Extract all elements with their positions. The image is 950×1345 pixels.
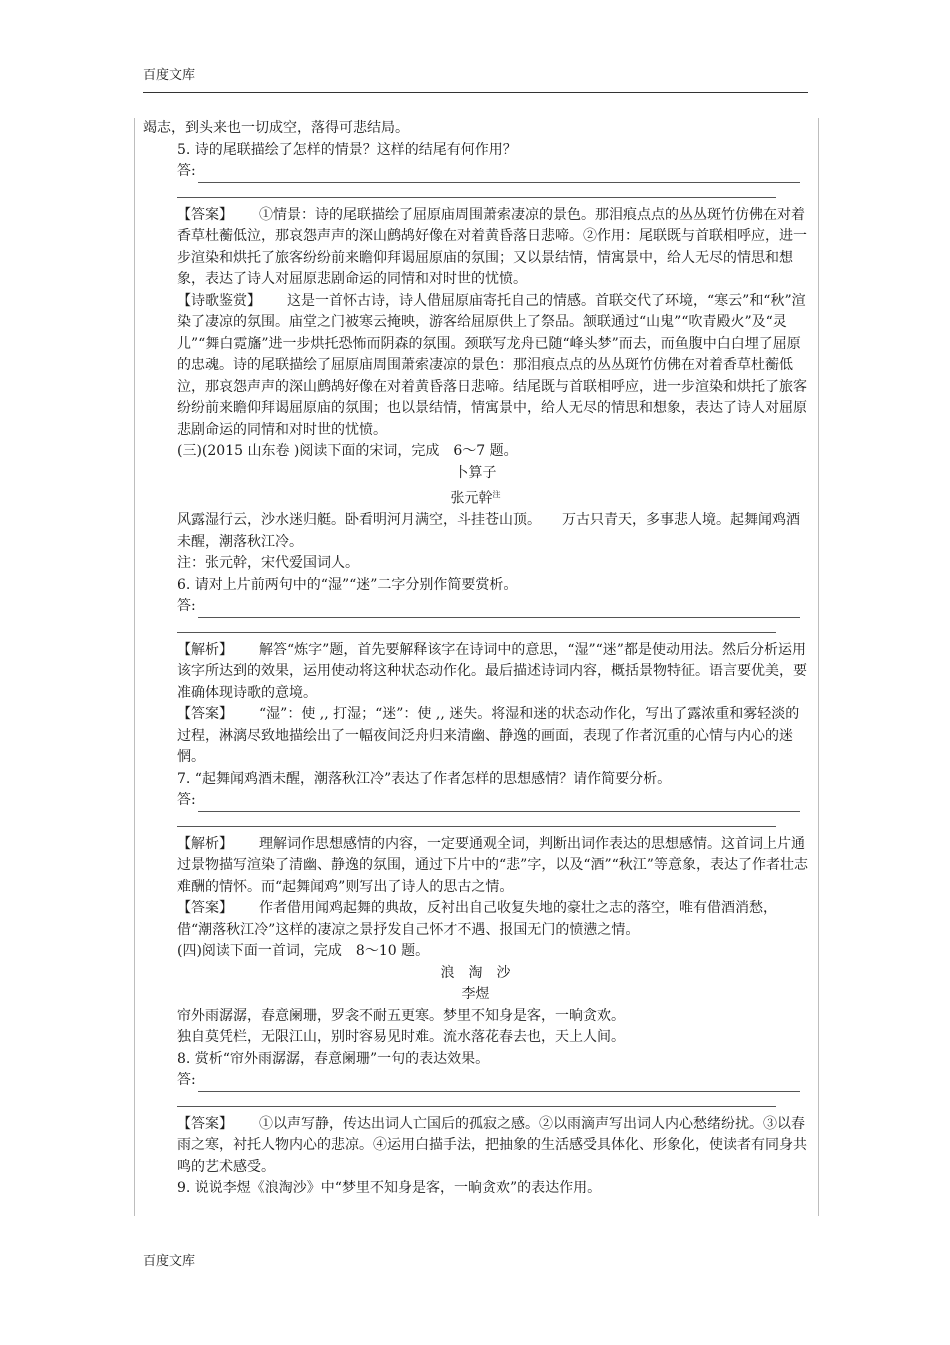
poem-2-title: 浪 淘 沙 — [440, 964, 511, 981]
page-header — [143, 68, 808, 93]
answer-label: 答: — [177, 1072, 196, 1089]
question-5: 5. 诗的尾联描绘了怎样的情景？这样的结尾有何作用？ — [177, 141, 517, 158]
answer-label: 答: — [177, 598, 196, 615]
answer-8 — [143, 1114, 808, 1179]
poem-2-line-2: 独自莫凭栏，无限江山，别时容易见时难。流水落花春去也，天上人间。 — [177, 1029, 625, 1046]
poem-2-author: 李煜 — [461, 986, 490, 1003]
analysis-tag: 【解析】 — [177, 835, 233, 852]
paragraph-continued: 竭志，到头来也一切成空，落得可悲结局。 — [143, 120, 409, 136]
right-margin-line — [818, 118, 819, 1216]
answer-tag: 【答案】 — [177, 206, 233, 223]
answer-6 — [143, 704, 808, 769]
question-6: 6. 请对上片前两句中的“湿”“迷”二字分别作简要赏析。 — [177, 576, 518, 593]
appreciation-tag: 【诗歌鉴赏】 — [177, 292, 261, 309]
answer-blank[interactable] — [198, 1077, 800, 1092]
answer-7 — [143, 898, 808, 941]
answer-label: 答: — [177, 163, 196, 179]
section-4-heading: (四)阅读下面一首词，完成 8～10 题。 — [177, 943, 430, 960]
answer-tag: 【答案】 — [177, 900, 233, 917]
page-footer — [143, 1250, 195, 1269]
answer-5 — [143, 205, 808, 291]
answer-tag: 【答案】 — [177, 706, 233, 723]
analysis-6 — [143, 640, 808, 705]
footer-title: 百度文库 — [143, 1254, 196, 1269]
poem-1-body: 风露湿行云，沙水迷归艇。卧看明河月满空，斗挂苍山顶。 万古只青天，多事悲人境。起舞闻鸡酒未醒，潮落秋江冷。 — [177, 512, 800, 550]
answer-blank[interactable] — [198, 797, 800, 812]
answer-line — [143, 596, 808, 618]
poem-1-author: 张元幹 — [450, 490, 493, 507]
poem-1-note-mark: 注 — [492, 490, 501, 499]
poem-appreciation — [143, 291, 808, 442]
appreciation-text: 这是一首怀古诗，诗人借屈原庙寄托自己的情感。首联交代了环境，“寒云”和“秋”渲染了凄凉的氛围。庙堂之门被寒云掩映，游客给屈原供上了祭品。颔联通过“山鬼”“吹青殿火”及“灵儿”“舞白霓旛”进一步烘托恐怖而阴森的氛围。颈联写龙舟已随“峰头梦”而去，而鱼腹中白白埋了屈原的忠魂。诗的尾联描绘了屈原庙周围萧索凄凉的景色：那泪痕点点的丛丛斑竹仿佛在对着香草杜蘅低泣，那哀怨声声的深山鹧鸪好像在对着黄昏落日悲啼。结尾既与首联相呼应，进一步渲染和烘托了旅客纷纷前来瞻仰拜谒屈原庙的氛围；也以景结情，情寓景中，给人无尽的情思和想象，表达了诗人对屈原悲剧命运的同情和对时世的忧愤。 — [177, 292, 807, 438]
answer-blank-2[interactable] — [177, 812, 776, 827]
question-9: 9. 说说李煜《浪淘沙》中“梦里不知身是客，一晌贪欢”的表达作用。 — [177, 1180, 602, 1197]
answer-blank-2[interactable] — [177, 1092, 776, 1107]
poem-1-title: 卜算子 — [454, 464, 497, 481]
answer-6-text: “湿”：使 ,, 打湿；“迷”：使 ,, 迷失。将湿和迷的状态动作化，写出了露浓重和雾轻淡的过程，淋漓尽致地描绘出了一幅夜间泛舟归来清幽、静逸的画面，表现了作者沉重的心情与内心的迷惘。 — [177, 706, 800, 766]
answer-line — [143, 1070, 808, 1092]
header-title: 百度文库 — [143, 68, 196, 83]
poem-1-note: 注：张元幹，宋代爱国词人。 — [177, 555, 359, 572]
answer-blank-2[interactable] — [177, 183, 776, 198]
document-body — [143, 118, 808, 1200]
answer-5-text: ①情景：诗的尾联描绘了屈原庙周围萧索凄凉的景色。那泪痕点点的丛丛斑竹仿佛在对着香草杜蘅低泣，那哀怨声声的深山鹧鸪好像在对着黄昏落日悲啼。②作用：尾联既与首联相呼应，进一步渲染和烘托了旅客纷纷前来瞻仰拜谒屈原庙的氛围；又以景结情，情寓景中，给人无尽的情思和想象，表达了诗人对屈原悲剧命运的同情和对时世的忧愤。 — [177, 206, 807, 287]
question-8: 8. 赏析“帘外雨潺潺，春意阑珊”一句的表达效果。 — [177, 1050, 490, 1067]
answer-blank[interactable] — [198, 168, 800, 183]
answer-tag: 【答案】 — [177, 1115, 233, 1132]
answer-8-text: ①以声写静，传达出词人亡国后的孤寂之感。②以雨滴声写出词人内心愁绪纷扰。③以春雨之寒，衬托人物内心的悲凉。④运用白描手法，把抽象的生活感受具体化、形象化，使读者有同身共鸣的艺术感受。 — [177, 1115, 807, 1175]
question-7: 7. “起舞闻鸡酒未醒，潮落秋江冷”表达了作者怎样的思想感情？请作简要分析。 — [177, 770, 672, 787]
poem-2-line-1: 帘外雨潺潺，春意阑珊，罗衾不耐五更寒。梦里不知身是客，一晌贪欢。 — [177, 1007, 625, 1024]
poem-1-author-line — [143, 484, 808, 510]
answer-line — [143, 790, 808, 812]
answer-line — [143, 161, 808, 183]
answer-label: 答: — [177, 792, 196, 809]
answer-7-text: 作者借用闻鸡起舞的典故，反衬出自己收复失地的豪壮之志的落空，唯有借酒消愁，借“潮落秋江冷”这样的凄凉之景抒发自己怀才不遇、报国无门的愤懑之情。 — [177, 900, 777, 938]
answer-blank-2[interactable] — [177, 618, 776, 633]
analysis-tag: 【解析】 — [177, 641, 233, 658]
analysis-7 — [143, 834, 808, 899]
analysis-6-text: 解答“炼字”题，首先要解释该字在诗词中的意思，“湿”“迷”都是使动用法。然后分析运用该字所达到的效果，运用使动将这种状态动作化。最后描述诗词内容，概括景物特征。语言要优美，要准确体现诗歌的意境。 — [177, 641, 807, 701]
analysis-7-text: 理解词作思想感情的内容，一定要通观全词，判断出词作表达的思想感情。这首词上片通过景物描写渲染了清幽、静逸的氛围，通过下片中的“悲”字，以及“酒”“秋江”等意象，表达了作者壮志难酬的情怀。而“起舞闻鸡”则写出了诗人的思古之情。 — [177, 835, 808, 895]
left-margin-line — [134, 118, 135, 1216]
answer-blank[interactable] — [198, 603, 800, 618]
section-3-heading: (三)(2015 山东卷 )阅读下面的宋词，完成 6～7 题。 — [177, 443, 518, 459]
